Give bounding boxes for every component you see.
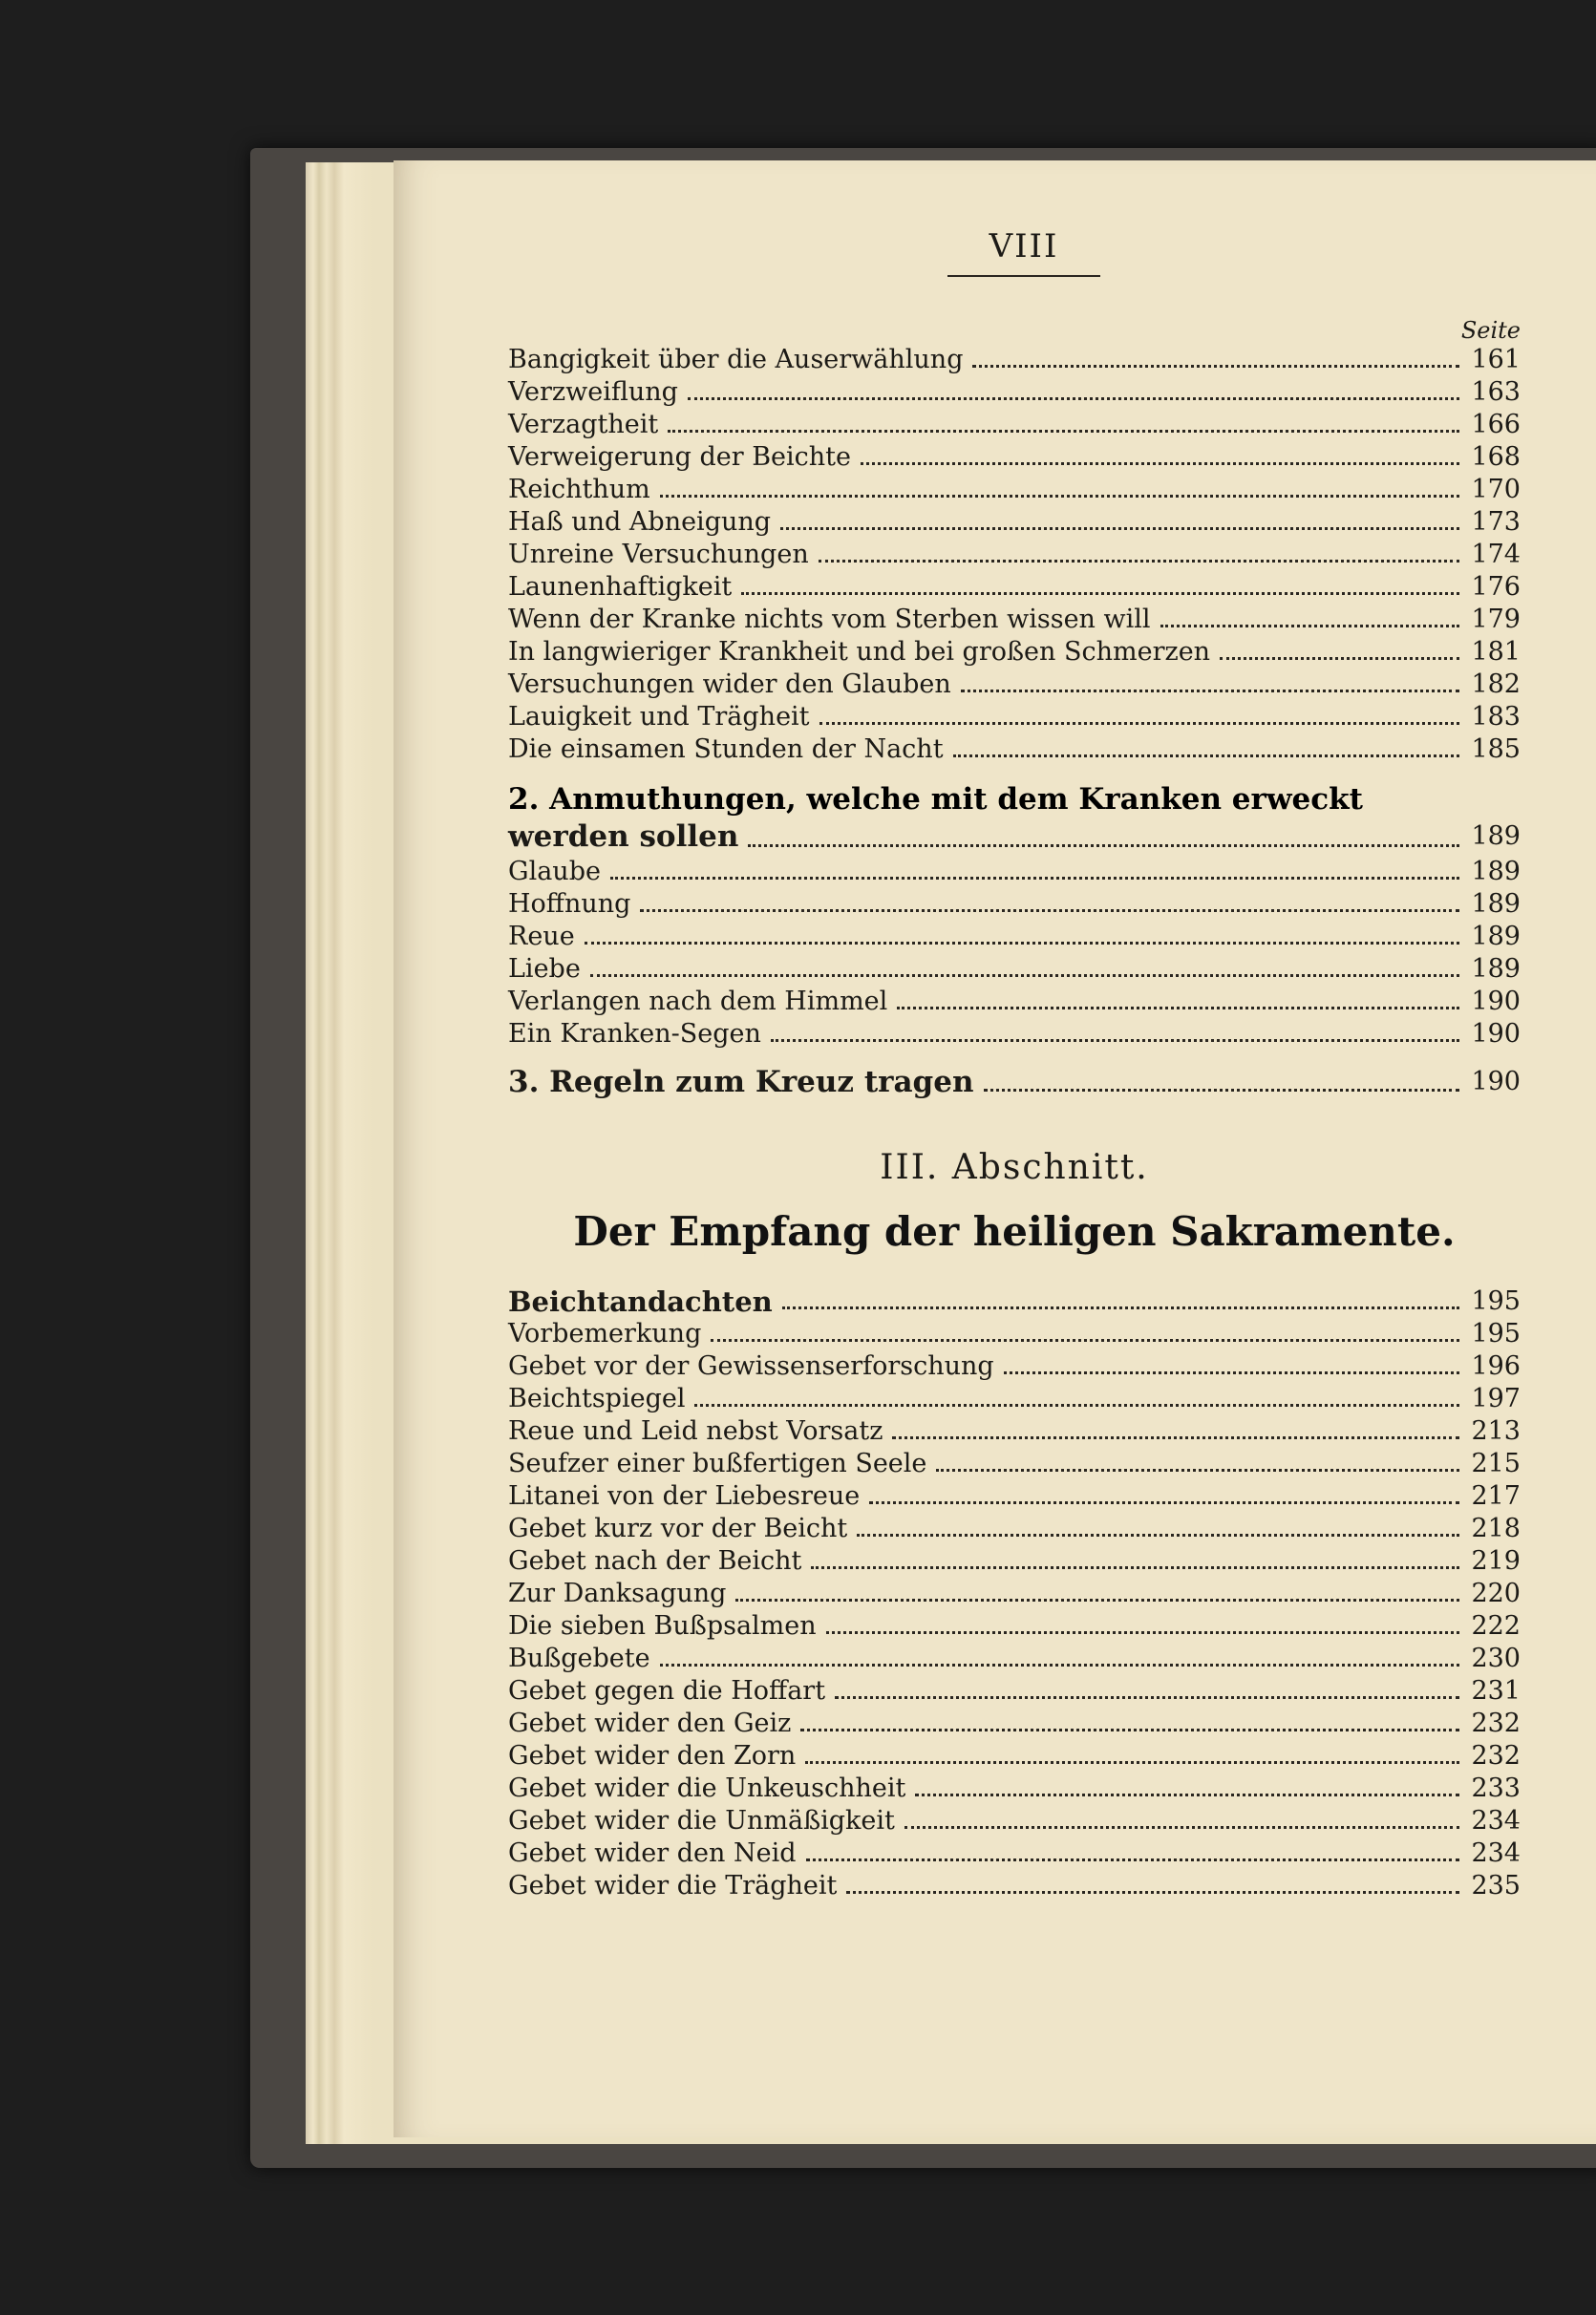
dot-leader [826, 1631, 1459, 1634]
toc-entry [508, 1773, 1521, 1805]
toc-entry [508, 1578, 1521, 1610]
toc-entry [508, 506, 1521, 539]
toc-entry [508, 669, 1521, 701]
toc-entry [508, 986, 1521, 1018]
dot-leader [953, 754, 1459, 757]
toc-entry [508, 1870, 1521, 1902]
toc-entry-title: Launenhaftigkeit [508, 572, 733, 602]
toc-entry-page: 190 [1471, 1019, 1521, 1049]
toc-entry-page: 195 [1471, 1319, 1521, 1349]
dot-leader [1004, 1371, 1459, 1374]
dot-leader [711, 1339, 1459, 1342]
dot-leader [780, 527, 1459, 530]
toc-entry-page: 234 [1471, 1806, 1521, 1836]
toc-entry-title: Liebe [508, 954, 581, 984]
dot-leader [936, 1469, 1459, 1472]
toc-entry-page: 182 [1471, 669, 1521, 699]
toc-entry-title: Gebet wider die Unmäßigkeit [508, 1806, 895, 1836]
dot-leader [735, 1599, 1459, 1602]
page-number: VIII [989, 227, 1059, 265]
dot-leader [660, 495, 1459, 498]
toc-entry-page: 222 [1471, 1611, 1521, 1641]
toc-entry [508, 1280, 1521, 1318]
toc-entry-page: 173 [1471, 507, 1521, 537]
dot-leader [819, 560, 1459, 563]
dot-leader [1220, 657, 1459, 660]
toc-entry-title: Gebet wider die Unkeuschheit [508, 1773, 906, 1803]
toc-entry-title: Gebet wider den Zorn [508, 1741, 797, 1771]
toc-entry-title: 3. Regeln zum Kreuz tragen [508, 1065, 974, 1099]
toc-entry-title: werden sollen [508, 819, 739, 854]
toc-entry-page: 220 [1471, 1579, 1521, 1608]
toc-entry-page: 231 [1471, 1676, 1521, 1706]
toc-entry-title: Verzagtheit [508, 410, 659, 439]
part-subtitle: Der Empfang der heiligen Sakramente. [573, 1208, 1456, 1255]
toc-entry-title: Die einsamen Stunden der Nacht [508, 734, 944, 764]
toc-entry-page: 189 [1471, 889, 1521, 919]
toc-entry-title: Bußgebete [508, 1644, 650, 1673]
toc-entry-page: 176 [1471, 572, 1521, 602]
toc-entry-page: 230 [1471, 1644, 1521, 1673]
dot-leader [782, 1306, 1459, 1309]
toc-entry-title: Beichtandachten [508, 1285, 773, 1318]
toc-entry-page: 168 [1471, 442, 1521, 472]
toc-list-b [508, 856, 1521, 1051]
toc-entry [508, 1740, 1521, 1773]
dot-leader [857, 1534, 1459, 1537]
dot-leader [861, 462, 1459, 465]
toc-entry [508, 921, 1521, 953]
toc-entry-page: 190 [1471, 987, 1521, 1016]
dot-leader [771, 1039, 1459, 1042]
toc-entry-title: Reichthum [508, 475, 650, 504]
toc-entry [508, 1018, 1521, 1051]
page-number-rule [947, 275, 1100, 277]
toc-entry-page: 189 [1471, 922, 1521, 951]
toc-entry-title: Versuchungen wider den Glauben [508, 669, 951, 699]
toc-entry-title: Gebet nach der Beicht [508, 1546, 802, 1576]
toc-entry-title: Seufzer einer bußfertigen Seele [508, 1449, 927, 1478]
toc-entry [508, 1643, 1521, 1675]
dot-leader [748, 844, 1459, 847]
dot-leader [806, 1858, 1460, 1861]
dot-leader [805, 1761, 1459, 1764]
toc-entry [508, 1480, 1521, 1513]
dot-leader [915, 1794, 1459, 1796]
toc-entry [508, 539, 1521, 571]
toc-entry-title: Lauigkeit und Trägheit [508, 702, 810, 732]
dot-leader [984, 1089, 1460, 1092]
toc-entry [508, 1318, 1521, 1350]
toc-entry-page: 183 [1471, 702, 1521, 732]
toc-entry-title: Beichtspiegel [508, 1384, 686, 1413]
toc-entry [508, 953, 1521, 986]
toc-entry-title: Gebet gegen die Hoffart [508, 1676, 826, 1706]
toc-entry [508, 1545, 1521, 1578]
toc-entry-title: Wenn der Kranke nichts vom Sterben wissen will [508, 605, 1151, 634]
toc-entry [508, 856, 1521, 888]
dot-leader [1160, 625, 1459, 627]
dot-leader [972, 365, 1459, 368]
part-title: III. Abschnitt. [880, 1148, 1149, 1187]
dot-leader [869, 1501, 1459, 1504]
dot-leader [694, 1404, 1459, 1407]
toc-entry-title: Unreine Versuchungen [508, 540, 809, 569]
toc-entry [508, 1350, 1521, 1383]
toc-entry-page: 213 [1471, 1416, 1521, 1446]
toc-entry-page: 215 [1471, 1449, 1521, 1478]
toc-entry-page: 170 [1471, 475, 1521, 504]
toc-entry [508, 376, 1521, 409]
dot-leader [668, 430, 1459, 433]
dot-leader [961, 690, 1459, 692]
dot-leader [904, 1826, 1459, 1829]
toc-entry [508, 701, 1521, 733]
toc-entry [508, 571, 1521, 604]
toc-entry [508, 1448, 1521, 1480]
dot-leader [688, 397, 1459, 400]
toc-entry-page: 232 [1471, 1709, 1521, 1738]
toc-entry-title: Haß und Abneigung [508, 507, 772, 537]
toc-entry [508, 474, 1521, 506]
toc-entry-title: Verlangen nach dem Himmel [508, 987, 888, 1016]
toc-entry-page: 189 [1471, 857, 1521, 886]
section-heading-2 [508, 781, 1521, 856]
dot-leader [590, 974, 1459, 977]
toc-entry-page: 235 [1471, 1871, 1521, 1901]
toc-entry-page: 181 [1471, 637, 1521, 667]
toc-entry-title: Ein Kranken-Segen [508, 1019, 761, 1049]
dot-leader [741, 592, 1459, 595]
toc-entry-page: 218 [1471, 1514, 1521, 1543]
dot-leader [610, 877, 1459, 880]
toc-entry-page: 179 [1471, 605, 1521, 634]
toc-entry-title: Verzweiflung [508, 377, 678, 407]
dot-leader [585, 942, 1459, 945]
toc-entry-page: 233 [1471, 1773, 1521, 1803]
toc-entry-title: Reue und Leid nebst Vorsatz [508, 1416, 883, 1446]
toc-entry-title: Gebet wider den Neid [508, 1838, 797, 1868]
toc-entry [508, 733, 1521, 766]
toc-entry [508, 1383, 1521, 1415]
group-heading [508, 1280, 1521, 1318]
toc-entry-title: Glaube [508, 857, 601, 886]
toc-entry [508, 1675, 1521, 1708]
toc-entry-page: 234 [1471, 1838, 1521, 1868]
toc-entry-title: Zur Danksagung [508, 1579, 727, 1608]
toc-entry-title: Hoffnung [508, 889, 631, 919]
toc-entry [508, 1837, 1521, 1870]
toc-entry [508, 888, 1521, 921]
toc-entry-page: 196 [1471, 1351, 1521, 1381]
dot-leader [811, 1566, 1459, 1569]
toc-entry-title: Die sieben Bußpsalmen [508, 1611, 817, 1641]
toc-entry-title: Gebet wider den Geiz [508, 1709, 792, 1738]
dot-leader [819, 722, 1459, 725]
toc-entry-title: Bangigkeit über die Auserwählung [508, 345, 964, 374]
toc-entry-title: Gebet vor der Gewissenserforschung [508, 1351, 994, 1381]
toc-list-a [508, 344, 1521, 766]
toc-entry [508, 1708, 1521, 1740]
toc-entry-page: 189 [1471, 954, 1521, 984]
dot-leader [846, 1891, 1459, 1894]
toc-entry-page: 190 [1471, 1067, 1521, 1096]
section-heading-line: 2. Anmuthungen, welche mit dem Kranken erweckt [508, 782, 1363, 817]
toc-entry-page: 189 [1471, 821, 1521, 851]
toc-entry-page: 197 [1471, 1384, 1521, 1413]
toc-entry-title: Vorbemerkung [508, 1319, 702, 1349]
dot-leader [800, 1729, 1459, 1731]
toc-entry-page: 219 [1471, 1546, 1521, 1576]
toc-entry-title: Reue [508, 922, 575, 951]
toc-entry [508, 344, 1521, 376]
toc-entry [508, 1064, 1521, 1100]
toc-entry-page: 163 [1471, 377, 1521, 407]
toc-entry-page: 217 [1471, 1481, 1521, 1511]
toc-entry-title: Gebet kurz vor der Beicht [508, 1514, 848, 1543]
dot-leader [892, 1436, 1459, 1439]
toc-list-c [508, 1318, 1521, 1902]
toc-entry-title: Gebet wider die Trägheit [508, 1871, 838, 1901]
toc-entry-page: 195 [1471, 1286, 1521, 1316]
toc-entry-title: Verweigerung der Beichte [508, 442, 851, 472]
toc-entry-title: In langwieriger Krankheit und bei großen Schmerzen [508, 637, 1211, 667]
toc-entry-page: 185 [1471, 734, 1521, 764]
toc-entry-page: 161 [1471, 345, 1521, 374]
toc-entry [508, 636, 1521, 669]
toc-entry [508, 1610, 1521, 1643]
toc-entry [508, 604, 1521, 636]
dot-leader [897, 1007, 1459, 1009]
toc-entry-page: 166 [1471, 410, 1521, 439]
toc-entry-page: 174 [1471, 540, 1521, 569]
toc-entry [508, 441, 1521, 474]
toc-entry [508, 1513, 1521, 1545]
dot-leader [660, 1664, 1459, 1667]
book-page [394, 160, 1596, 2137]
column-label: Seite [1460, 317, 1521, 344]
toc-entry [508, 1805, 1521, 1837]
toc-entry [508, 409, 1521, 441]
toc-entry-page: 232 [1471, 1741, 1521, 1771]
toc-entry [508, 1415, 1521, 1448]
dot-leader [835, 1696, 1459, 1699]
page-content [508, 227, 1521, 1902]
toc-entry-title: Litanei von der Liebesreue [508, 1481, 861, 1511]
dot-leader [640, 909, 1459, 912]
section-heading-3 [508, 1064, 1521, 1100]
toc-entry [508, 818, 1521, 856]
